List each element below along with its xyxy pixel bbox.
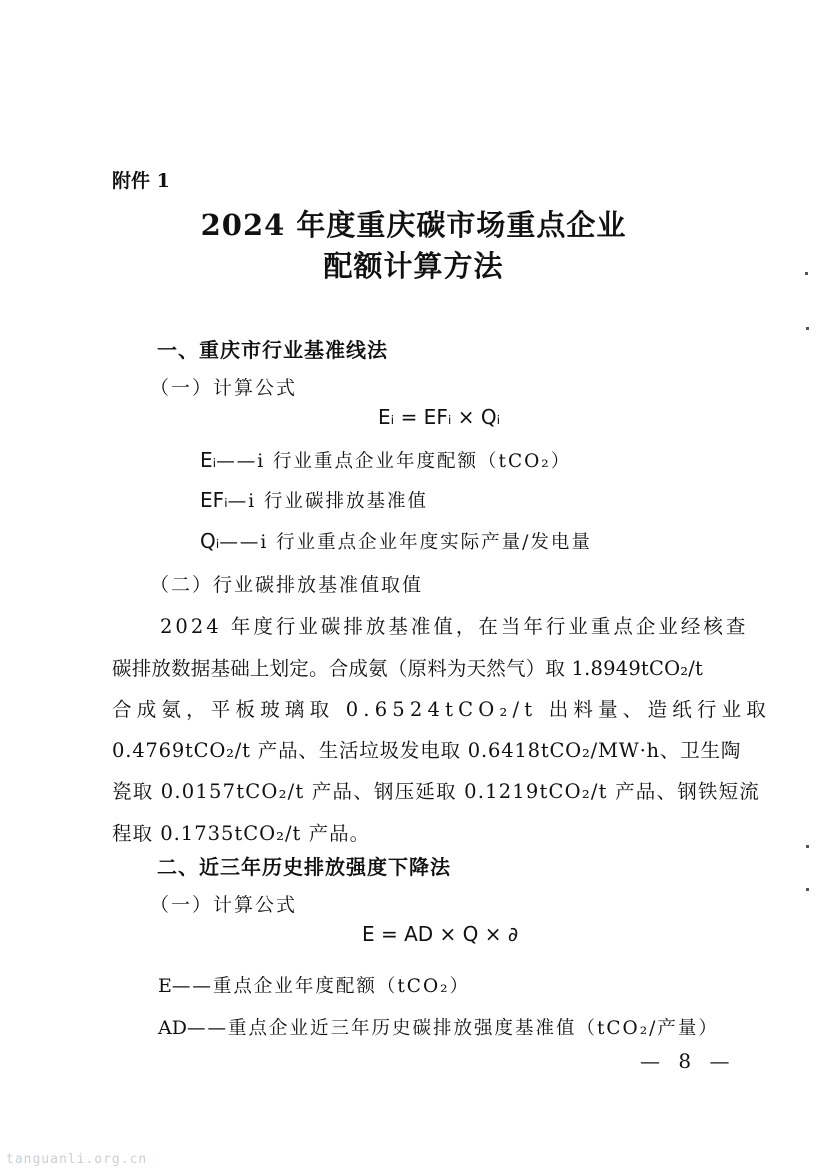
paragraph-line: 2024 年度行业碳排放基准值，在当年行业重点企业经核查	[160, 615, 749, 638]
paragraph-line: 瓷取 0.0157tCO₂/t 产品、钢压延取 0.1219tCO₂/t 产品、钢铁短流	[112, 780, 760, 803]
definition-text: 重点企业近三年历史碳排放强度基准值（tCO₂/产量）	[227, 1018, 719, 1039]
definition-symbol: E	[158, 975, 172, 997]
definition-row	[200, 528, 592, 554]
paragraph-line: 合成氨，平板玻璃取 0.6524tCO₂/t 出料量、造纸行业取	[112, 698, 771, 721]
section-1-formula: Eᵢ = EFᵢ × Qᵢ	[378, 405, 501, 429]
definition-dash: —	[227, 491, 249, 512]
document-title-line-1: 2024 年度重庆碳市场重点企业	[200, 208, 627, 242]
section-2-heading: 二、近三年历史排放强度下降法	[157, 855, 451, 879]
definition-row	[158, 972, 470, 998]
definition-symbol: Eᵢ	[200, 448, 217, 472]
section-1-heading: 一、重庆市行业基准线法	[157, 338, 388, 362]
paragraph-line: 程取 0.1735tCO₂/t 产品。	[112, 822, 371, 845]
section-1-subheading-formula: （一）计算公式	[150, 377, 298, 399]
scan-mark	[806, 888, 809, 891]
definition-text: i 行业重点企业年度实际产量/发电量	[260, 532, 592, 553]
definition-row	[200, 447, 571, 473]
section-2-subheading-formula: （一）计算公式	[150, 894, 298, 916]
definition-symbol: AD	[158, 1017, 187, 1039]
attachment-label: 附件 1	[112, 170, 170, 192]
document-title-line-2: 配额计算方法	[323, 249, 504, 283]
scan-mark	[805, 272, 808, 275]
scan-mark	[806, 845, 809, 848]
section-2-formula: E = AD × Q × ∂	[362, 922, 519, 946]
section-1-subheading-benchmark: （二）行业碳排放基准值取值	[150, 574, 424, 596]
paragraph-line: 碳排放数据基础上划定。合成氨（原料为天然气）取 1.8949tCO₂/t	[112, 657, 704, 680]
paragraph-line: 0.4769tCO₂/t 产品、生活垃圾发电取 0.6418tCO₂/MW·h、卫生陶	[112, 739, 742, 762]
definition-symbol: EFᵢ	[200, 488, 228, 512]
definition-symbol: Qᵢ	[200, 529, 220, 553]
definition-text: i 行业碳排放基准值	[248, 491, 429, 512]
definition-dash: ——	[219, 532, 261, 553]
definition-row	[200, 487, 428, 513]
definition-dash: ——	[186, 1018, 228, 1039]
definition-dash: ——	[216, 451, 258, 472]
scan-mark	[806, 327, 809, 330]
definition-dash: ——	[171, 976, 213, 997]
definition-row	[158, 1014, 719, 1040]
definition-text: i 行业重点企业年度配额（tCO₂）	[257, 451, 572, 472]
page-number: — 8 —	[640, 1049, 736, 1073]
watermark-text: tanguanli.org.cn	[6, 1152, 148, 1167]
definition-text: 重点企业年度配额（tCO₂）	[212, 976, 471, 997]
